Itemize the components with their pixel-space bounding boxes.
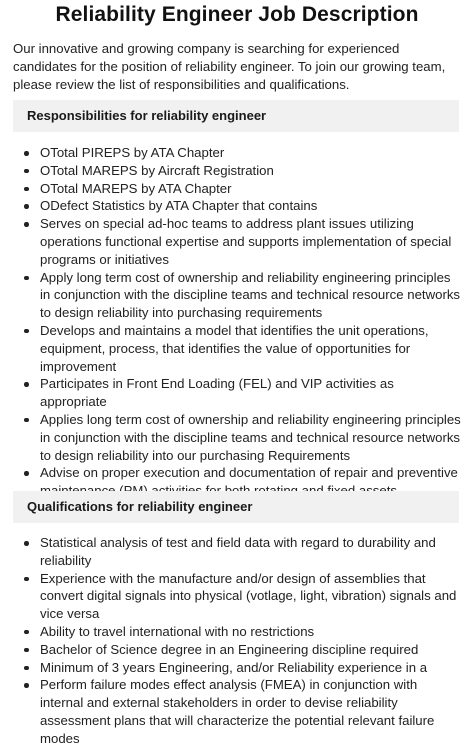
bullet-icon <box>24 222 29 227</box>
list-item-text: OTotal PIREPS by ATA Chapter <box>40 145 225 160</box>
qualifications-heading: Qualifications for reliability engineer <box>13 491 459 523</box>
intro-paragraph: Our innovative and growing company is searching for experienced candidates for the position of reliability engineer. To join our growing team, please review the list of responsibilities and qualifications. <box>13 41 446 92</box>
bullet-icon <box>24 276 29 281</box>
list-item <box>22 322 464 375</box>
list-item-text: OTotal MAREPS by ATA Chapter <box>40 180 232 196</box>
page-title: Reliability Engineer Job Description <box>55 3 419 26</box>
list-item-text: Statistical analysis of test and field data with regard to durability and reliability <box>40 535 436 568</box>
bullet-icon <box>24 577 29 582</box>
list-item <box>22 534 464 570</box>
list-item <box>22 162 464 180</box>
bullet-icon <box>24 666 29 671</box>
bullet-icon <box>24 169 29 174</box>
bullet-icon <box>24 204 29 209</box>
list-item <box>22 411 464 464</box>
bullet-icon <box>24 418 29 423</box>
list-item-text: Perform failure modes effect analysis (FMEA) in conjunction with internal and external stakeholders in order to devise reliability assessment plans that will characterize the potential relevant failure modes <box>40 677 435 746</box>
list-item-text: OTotal MAREPS by Aircraft Registration <box>40 162 274 178</box>
list-item <box>22 659 464 677</box>
list-item-text: Minimum of 3 years Engineering, and/or Reliability experience in a <box>40 659 428 675</box>
bullet-icon <box>24 329 29 334</box>
list-item <box>22 676 464 747</box>
list-item <box>22 180 464 198</box>
bullet-icon <box>24 187 29 192</box>
bullet-icon <box>24 648 29 653</box>
list-item <box>22 269 464 322</box>
bullet-icon <box>24 683 29 688</box>
list-item-text: Advise on proper execution and documentation of repair and preventive <box>40 465 458 481</box>
bullet-icon <box>24 630 29 635</box>
list-item-text: ODefect Statistics by ATA Chapter that contains <box>40 198 318 214</box>
bullet-icon <box>24 471 29 476</box>
list-item-text: Applies long term cost of ownership and reliability engineering principles in conjunction with the discipline teams and technical resource networks to design reliability into our purchasing Requirements <box>40 411 461 463</box>
list-item <box>22 215 464 268</box>
list-item <box>22 570 464 623</box>
list-item-text: Apply long term cost of ownership and reliability engineering principles in conjunction with the discipline teams and technical resource networks to design reliability into purchasing requirements <box>40 269 461 321</box>
list-item-text: Develops and maintains a model that identifies the unit operations, equipment, process, that identifies the value of opportunities for improvement <box>40 322 429 374</box>
list-item-text: Experience with the manufacture and/or design of assemblies that convert digital signals into physical (votlage, light, vibration) signals and vice versa <box>40 570 457 622</box>
list-item-text: Serves on special ad-hoc teams to address plant issues utilizing operations functional expertise and supports implementation of special programs or initiatives <box>40 216 452 267</box>
list-item <box>22 641 464 659</box>
responsibilities-heading: Responsibilities for reliability engineer <box>13 100 459 132</box>
list-item <box>22 197 464 215</box>
list-item-text: Participates in Front End Loading (FEL) and VIP activities as appropriate <box>40 376 394 410</box>
list-item <box>22 375 464 411</box>
list-item-text: Bachelor of Science degree in an Engineering discipline required <box>40 641 419 657</box>
responsibilities-list <box>22 144 464 500</box>
qualifications-list <box>22 534 464 748</box>
bullet-icon <box>24 541 29 546</box>
bullet-icon <box>24 382 29 387</box>
list-item <box>22 623 464 641</box>
list-item <box>22 144 464 162</box>
list-item-text: Ability to travel international with no restrictions <box>40 623 315 639</box>
bullet-icon <box>24 151 29 156</box>
